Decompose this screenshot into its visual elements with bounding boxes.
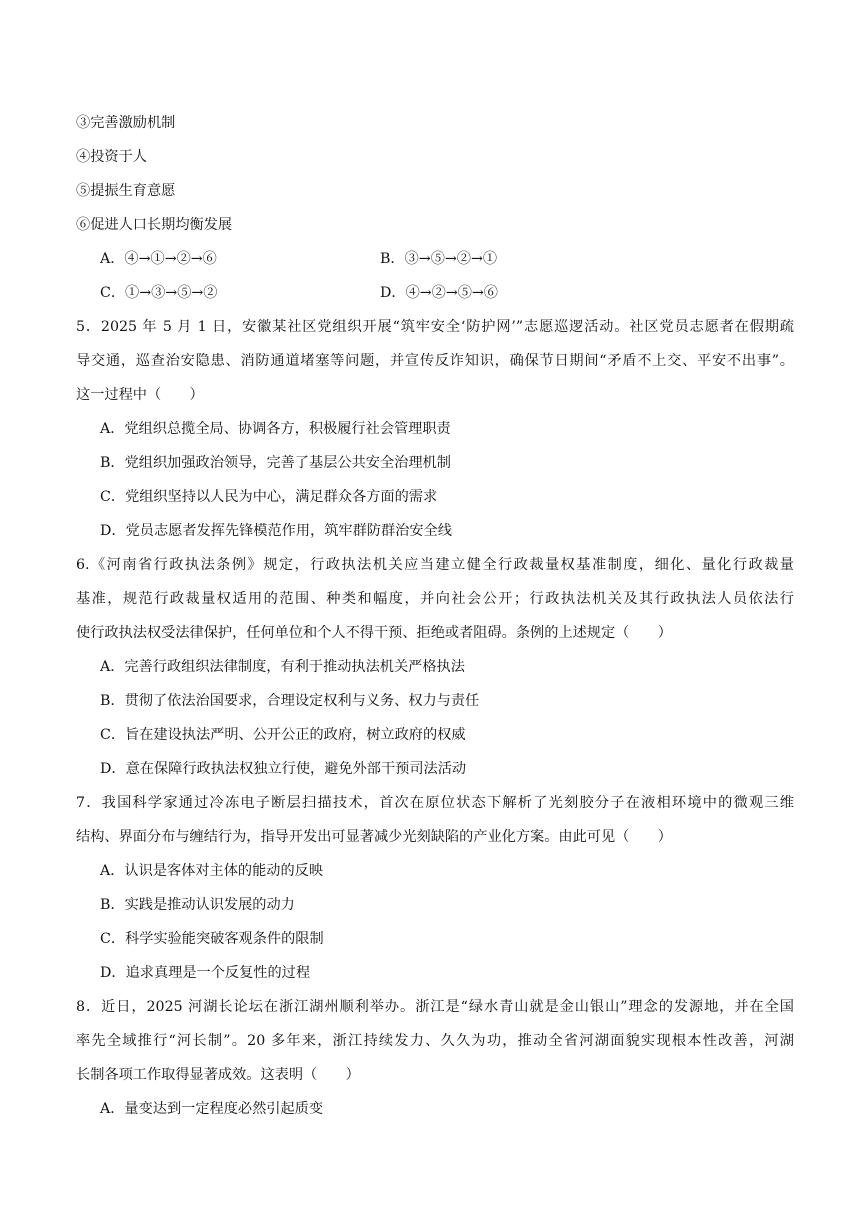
q6-option-d: D．意在保障行政执法权独立行使，避免外部干预司法活动 [100,761,467,777]
q5-option-b: B．党组织加强政治领导，完善了基层公共安全治理机制 [100,455,451,471]
question-5-line: 5．2025 年 5 月 1 日，安徽某社区党组织开展“筑牢安全‘防护网’”志愿巡逻活动。社区党员志愿者在假期疏 [76,319,794,335]
list-item: ④投资于人 [76,149,147,165]
q7-option-b: B．实践是推动认识发展的动力 [100,897,295,913]
q4-option-c: C．①→③→⑤→② [100,285,218,301]
list-item: ③完善激励机制 [76,115,176,131]
question-7-stem [76,786,794,854]
question-8-line: 率先全域推行“河长制”。20 多年来，浙江持续发力、久久为功，推动全省河湖面貌实现根本性改善，河湖 [76,1033,794,1049]
q5-option-c: C．党组织坚持以人民为中心，满足群众各方面的需求 [100,489,438,505]
question-6-line: 使行政执法权受法律保护，任何单位和个人不得干预、拒绝或者阻碍。条例的上述规定（ ） [76,625,672,641]
question-8-line: 8．近日，2025 河湖长论坛在浙江湖州顺利举办。浙江是“绿水青山就是金山银山”理念的发源地，并在全国 [76,999,794,1015]
question-7-line: 结构、界面分布与缠结行为，指导开发出可显著减少光刻缺陷的产业化方案。由此可见（ ） [76,829,672,845]
q6-option-b: B．贯彻了依法治国要求，合理设定权利与义务、权力与责任 [100,693,480,709]
question-5-line: 这一过程中（ ） [76,387,204,403]
question-7-line: 7．我国科学家通过冷冻电子断层扫描技术，首次在原位状态下解析了光刻胶分子在液相环境中的微观三维 [76,795,794,811]
question-8-stem [76,990,794,1092]
q4-option-a: A．④→①→②→⑥ [100,251,217,267]
q4-option-d: D．④→②→⑤→⑥ [380,285,498,301]
q8-option-a: A．量变达到一定程度必然引起质变 [100,1101,324,1117]
question-6-line: 6.《河南省行政执法条例》规定，行政执法机关应当建立健全行政裁量权基准制度，细化、量化行政裁量 [76,557,794,573]
q5-option-d: D．党员志愿者发挥先锋模范作用，筑牢群防群治安全线 [100,523,452,539]
q7-option-c: C．科学实验能突破客观条件的限制 [100,931,324,947]
question-5-stem [76,310,794,412]
q5-option-a: A．党组织总揽全局、协调各方，积极履行社会管理职责 [100,421,451,437]
question-5-line: 导交通，巡查治安隐患、消防通道堵塞等问题，并宣传反诈知识，确保节日期间“矛盾不上交、平安不出事”。 [76,353,794,369]
question-8-line: 长制各项工作取得显著成效。这表明（ ） [76,1067,360,1083]
q6-option-c: C．旨在建设执法严明、公开公正的政府，树立政府的权威 [100,727,466,743]
list-item: ⑥促进人口长期均衡发展 [76,217,233,233]
q6-option-a: A．完善行政组织法律制度，有利于推动执法机关严格执法 [100,659,465,675]
question-6-line: 基准，规范行政裁量权适用的范围、种类和幅度，并向社会公开；行政执法机关及其行政执法人员依法行 [76,591,794,607]
list-item: ⑤提振生育意愿 [76,183,176,199]
q7-option-d: D．追求真理是一个反复性的过程 [100,965,311,981]
q4-option-b: B．③→⑤→②→① [380,251,498,267]
question-6-stem [76,548,794,650]
q7-option-a: A．认识是客体对主体的能动的反映 [100,863,324,879]
